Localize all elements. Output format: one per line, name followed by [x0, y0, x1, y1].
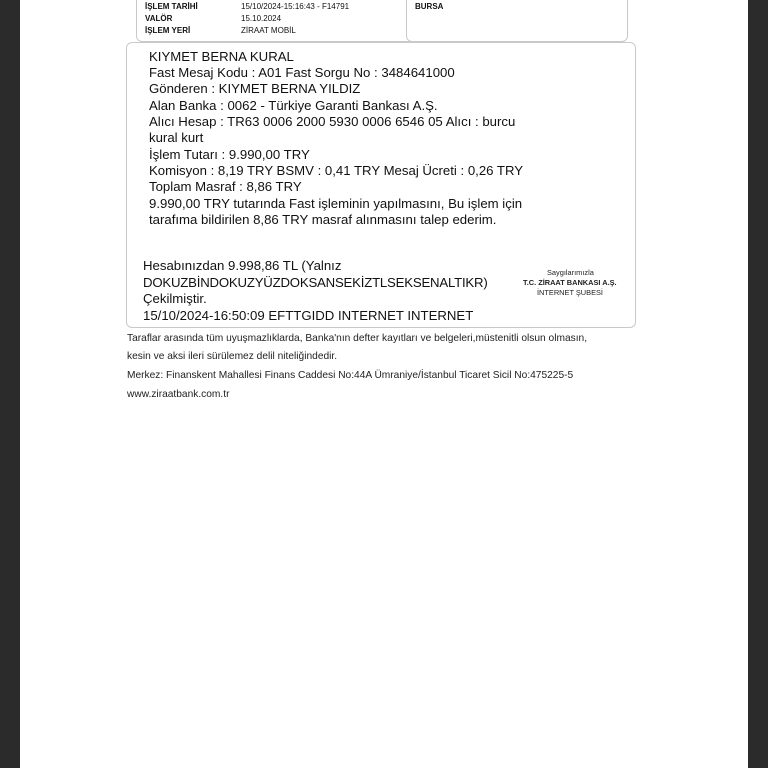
footer-address: Merkez: Finanskent Mahallesi Finans Caddesi No:44A Ümraniye/İstanbul Ticaret Sicil No:475225-5 [127, 370, 574, 381]
receiver-account-line-cont: kural kurt [149, 130, 204, 145]
debit-line-2: DOKUZBİNDOKUZYÜZDOKSANSEKİZTLSEKSENALTIKR) [143, 275, 488, 290]
receiving-bank-line: Alan Banka : 0062 - Türkiye Garanti Bankası A.Ş. [149, 98, 438, 113]
fast-code-line: Fast Mesaj Kodu : A01 Fast Sorgu No : 3484641000 [149, 65, 455, 80]
amount-line: İşlem Tutarı : 9.990,00 TRY [149, 147, 310, 162]
receiver-account-line: Alıcı Hesap : TR63 0006 2000 5930 0006 6546 05 Alıcı : burcu [149, 114, 516, 129]
commission-line: Komisyon : 8,19 TRY BSMV : 0,41 TRY Mesaj Ücreti : 0,26 TRY [149, 163, 524, 178]
footer-line-2: kesin ve aksi ileri sürülemez delil niteliğindedir. [127, 351, 338, 362]
receipt-page [20, 0, 748, 768]
sender-line: Gönderen : KIYMET BERNA YILDIZ [149, 81, 361, 96]
branch-city: BURSA [415, 2, 444, 11]
transaction-detail-box [126, 42, 636, 328]
info-label: İŞLEM TARİHİ [145, 2, 198, 11]
signature-bank: T.C. ZİRAAT BANKASI A.Ş. [523, 278, 617, 287]
request-line-2: tarafıma bildirilen 8,86 TRY masraf alınmasını talep ederim. [149, 212, 497, 227]
recipient-name: KIYMET BERNA KURAL [149, 49, 294, 64]
debit-line-4: 15/10/2024-16:50:09 EFTTGIDD INTERNET INTERNET [143, 308, 474, 323]
footer-website: www.ziraatbank.com.tr [127, 389, 230, 400]
footer-line-1: Taraflar arasında tüm uyuşmazlıklarda, Banka'nın defter kayıtları ve belgeleri,müstenitli olsun olmasın, [127, 333, 588, 344]
debit-line-1: Hesabınızdan 9.998,86 TL (Yalnız [143, 258, 342, 273]
branch-city-box [406, 0, 628, 42]
debit-line-3: Çekilmiştir. [143, 291, 207, 306]
transaction-info-box [136, 0, 418, 42]
signature-greeting: Saygılarımızla [547, 268, 594, 277]
info-label: İŞLEM YERİ [145, 26, 191, 35]
total-fee-line: Toplam Masraf : 8,86 TRY [149, 179, 302, 194]
request-line-1: 9.990,00 TRY tutarında Fast işleminin yapılmasını, Bu işlem için [149, 196, 523, 211]
info-value: ZİRAAT MOBİL [241, 26, 296, 35]
info-value: 15.10.2024 [241, 14, 282, 23]
signature-branch: İNTERNET ŞUBESİ [537, 288, 603, 297]
info-label: VALÖR [145, 14, 173, 23]
info-value: 15/10/2024-15:16:43 - F14791 [241, 2, 350, 11]
